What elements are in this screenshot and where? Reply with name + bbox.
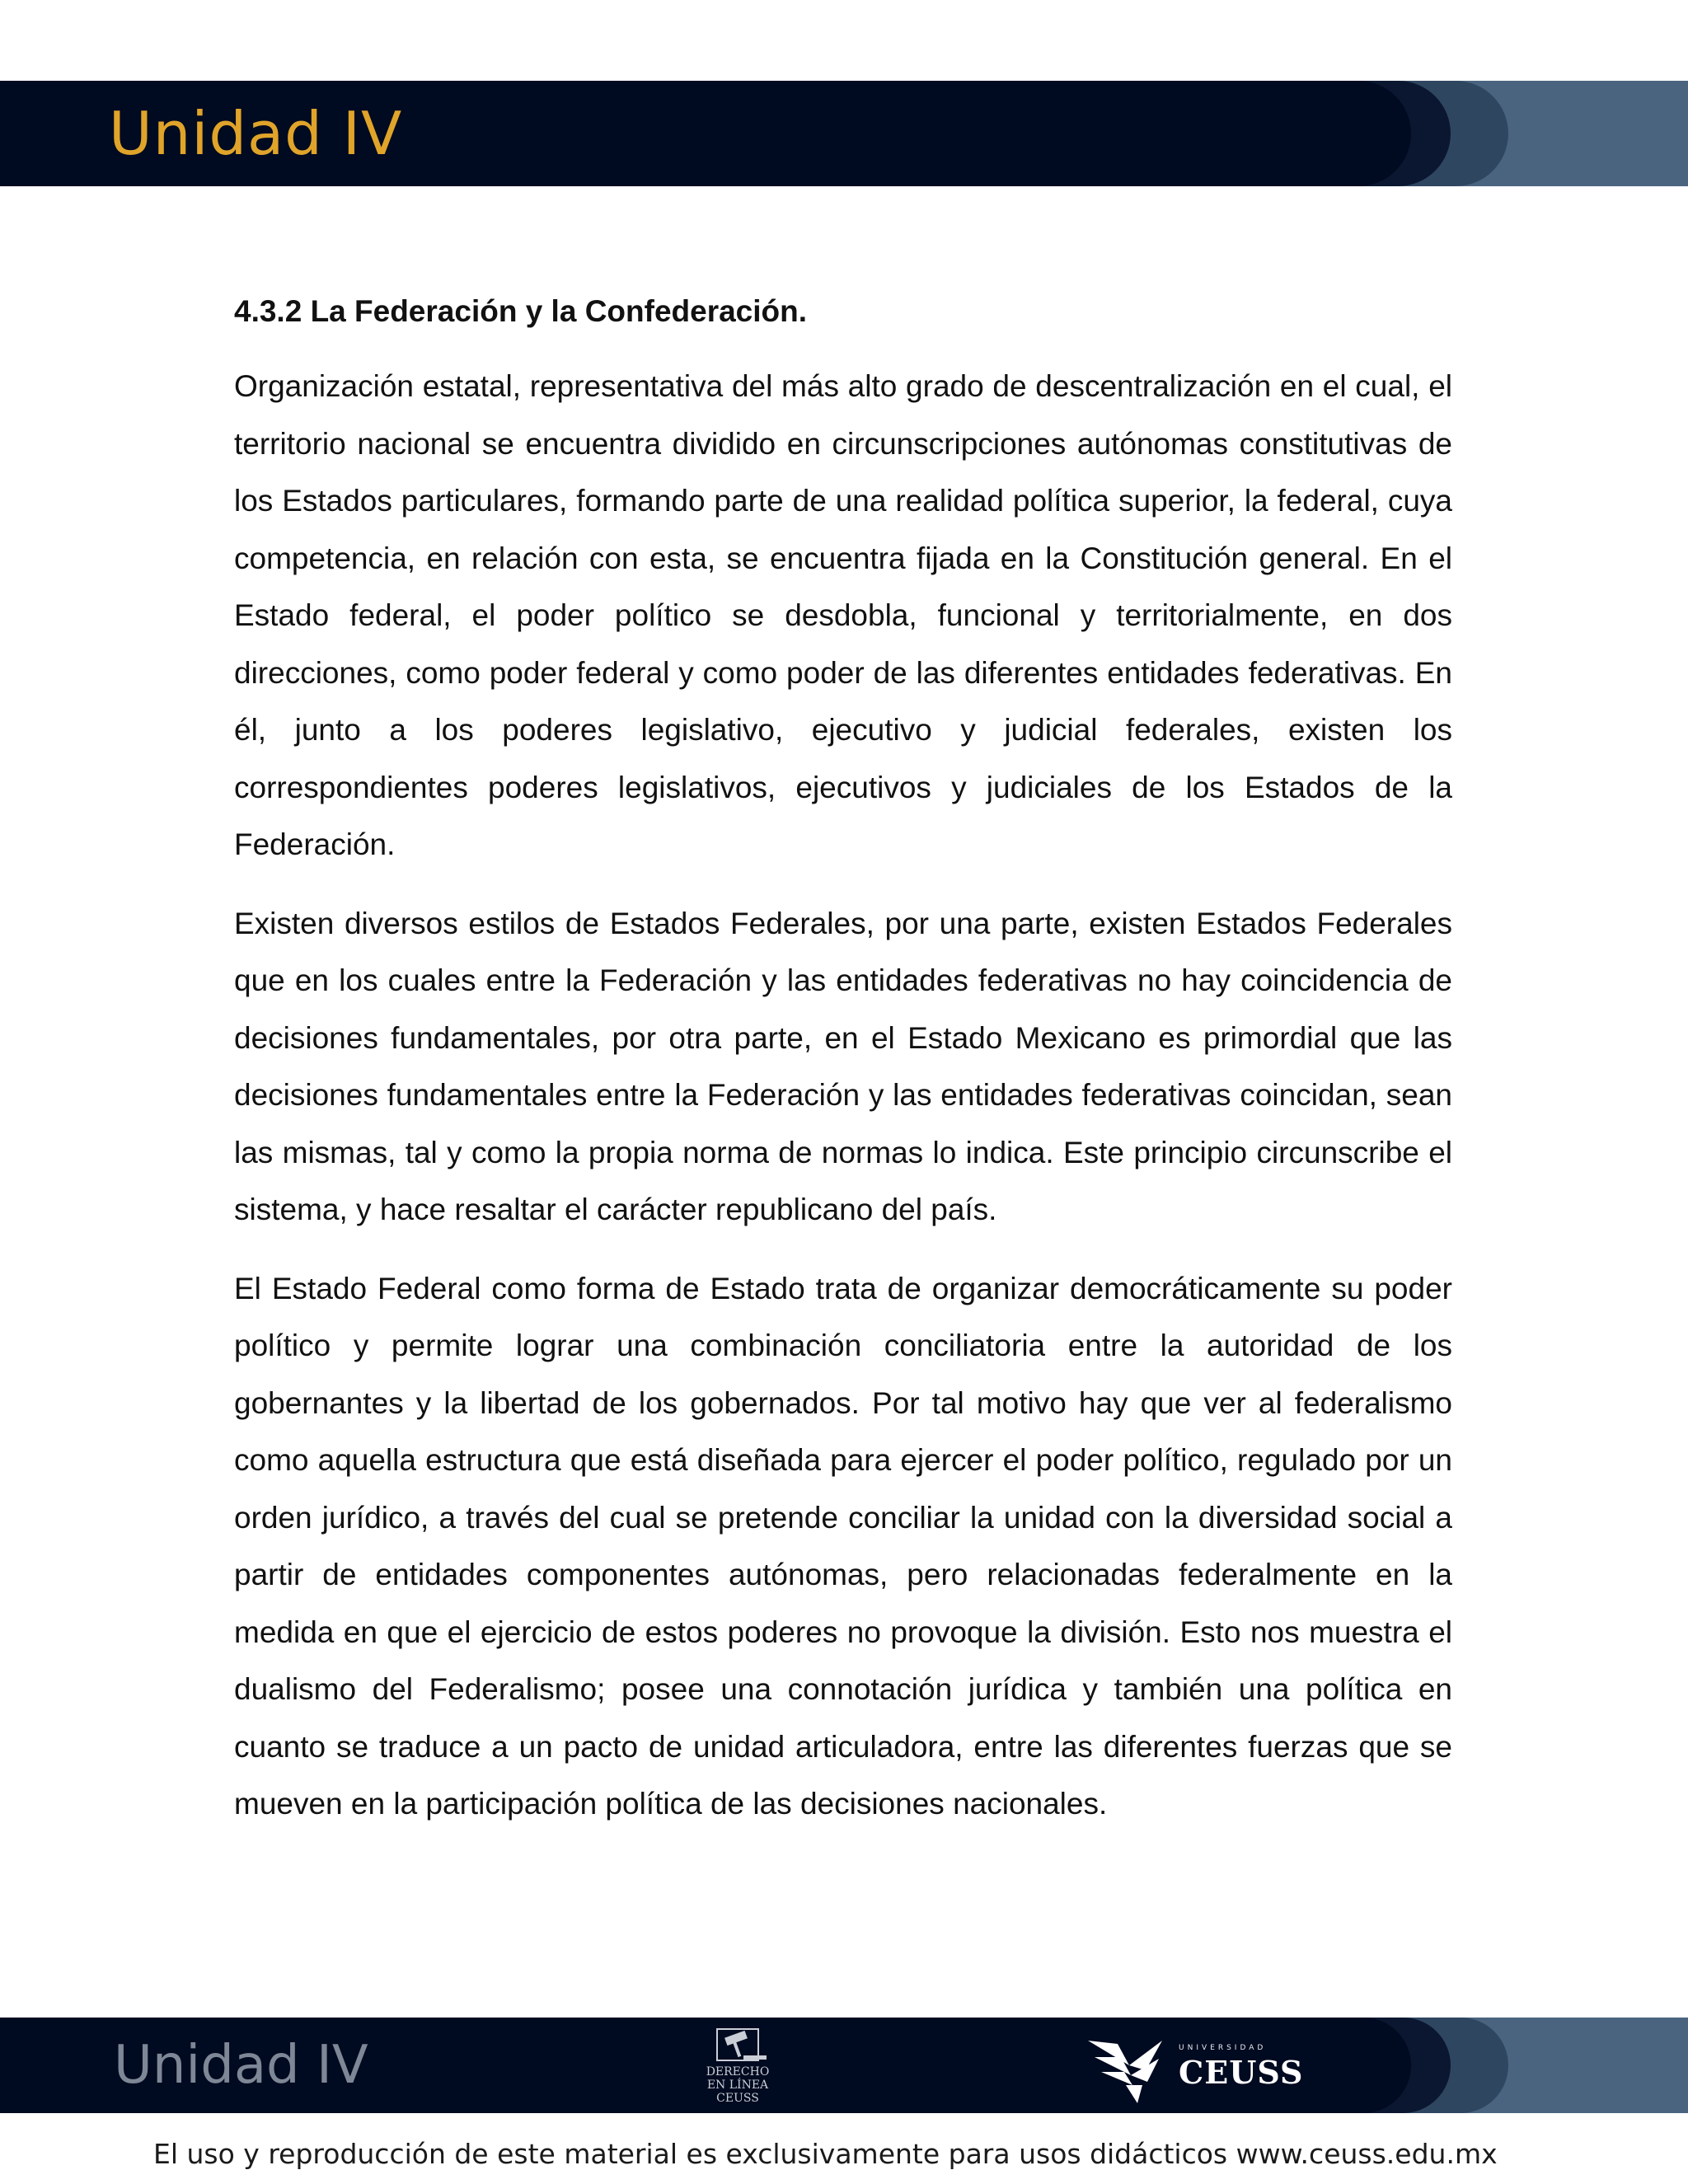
header-title: Unidad IV bbox=[109, 99, 403, 168]
ceuss-logo-small-text: UNIVERSIDAD bbox=[1179, 2044, 1267, 2052]
header-band bbox=[0, 81, 1688, 186]
ceuss-logo-text: CEUSS bbox=[1179, 2054, 1304, 2091]
footer-band bbox=[0, 2018, 1688, 2113]
footer-disclaimer: El uso y reproducción de este material es exclusivamente para usos didácticos www.ceuss.edu.mx bbox=[153, 2138, 1498, 2170]
eagle-icon bbox=[1080, 2024, 1170, 2110]
derecho-en-linea-logo-text: DERECHO EN LÍNEA CEUSS bbox=[706, 2065, 770, 2105]
derecho-en-linea-logo bbox=[692, 2024, 783, 2110]
section-heading: 4.3.2 La Federación y la Confederación. bbox=[234, 294, 808, 328]
footer-title: Unidad IV bbox=[114, 2035, 368, 2096]
paragraph-1: Organización estatal, representativa del más alto grado de descentralización en el cual, el territorio nacional se encuentra dividido en circunscripciones autónomas constitutivas de los Estados particulares, formando parte de una realidad política superior, la federal, cuya competencia, en relación con esta, se encuentra fijada en la Constitución general. En el Estado federal, el poder político se desdobla, funcional y territorialmente, en dos direcciones, como poder federal y como poder de las diferentes entidades federativas. En él, junto a los poderes legislativo, ejecutivo y judicial federales, existen los correspondientes poderes legislativos, ejecutivos y judiciales de los Estados de la Federación. bbox=[234, 369, 1452, 861]
paragraph-3: El Estado Federal como forma de Estado trata de organizar democráticamente su poder político y permite lograr una combinación conciliatoria entre la autoridad de los gobernantes y la libertad de los gobernados. Por tal motivo hay que ver al federalismo como aquella estructura que está diseñada para ejercer el poder político, regulado por un orden jurídico, a través del cual se pretende conciliar la unidad con la diversidad social a partir de entidades componentes autónomas, pero relacionadas federalmente en la medida en que el ejercicio de estos poderes no provoque la división. Esto nos muestra el dualismo del Federalismo; posee una connotación jurídica y también una política en cuanto se traduce a un pacto de unidad articuladora, entre las diferentes fuerzas que se mueven en la participación política de las decisiones nacionales. bbox=[234, 1271, 1452, 1821]
paragraph-2: Existen diversos estilos de Estados Federales, por una parte, existen Estados Federales que en los cuales entre la Federación y las entidades federativas no hay coincidencia de decisiones fundamentales, por otra parte, en el Estado Mexicano es primordial que las decisiones fundamentales entre la Federación y las entidades federativas coincidan, sean las mismas, tal y como la propia norma de normas lo indica. Este principio circunscribe el sistema, y hace resaltar el carácter republicano del país. bbox=[234, 906, 1452, 1226]
gavel-icon bbox=[692, 2024, 783, 2065]
ceuss-logo bbox=[1080, 2024, 1311, 2110]
document-content bbox=[234, 288, 1452, 1854]
